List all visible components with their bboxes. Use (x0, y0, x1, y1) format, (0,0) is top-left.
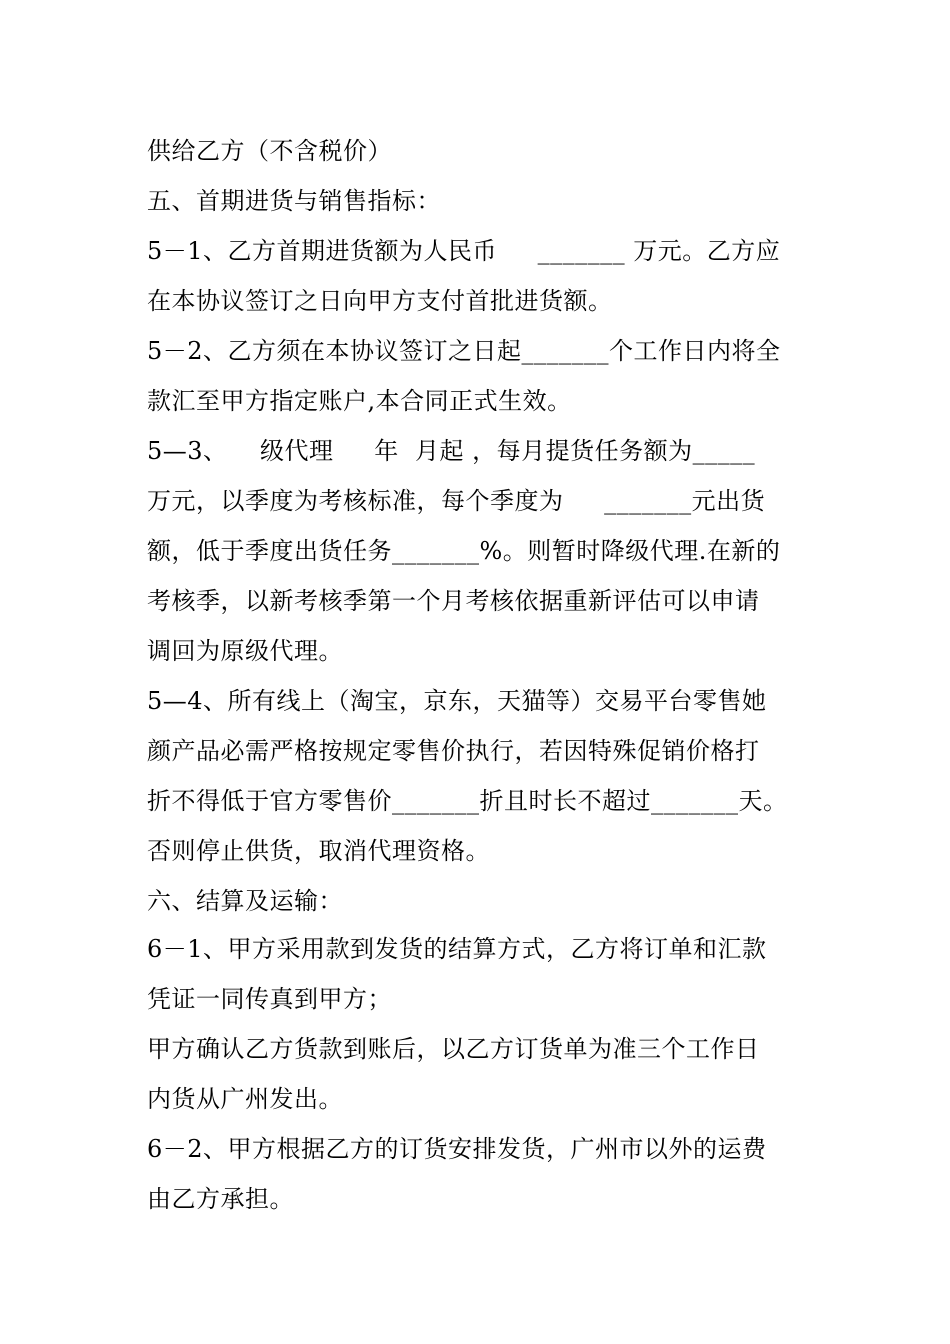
text-line: 凭证一同传真到甲方； (147, 985, 392, 1013)
text-line: 甲方确认乙方货款到账后，以乙方订货单为准三个工作日 (147, 1035, 760, 1063)
text-line: 5—3、 级代理 年 月起 ，每月提货任务额为_____ (147, 437, 756, 465)
text-line: 内货从广州发出。 (147, 1085, 343, 1113)
text-line: 否则停止供货，取消代理资格。 (147, 837, 490, 865)
text-line: 在本协议签订之日向甲方支付首批进货额。 (147, 287, 613, 315)
text-line: 5－1、乙方首期进货额为人民币 _______ 万元。乙方应 (147, 237, 781, 265)
text-line: 额，低于季度出货任务_______%。则暂时降级代理.在新的 (147, 537, 781, 565)
section-heading: 六、结算及运输： (147, 887, 343, 915)
text-line: 6－2、甲方根据乙方的订货安排发货，广州市以外的运费 (147, 1135, 767, 1163)
text-line: 调回为原级代理。 (147, 637, 343, 665)
text-line: 5－2、乙方须在本协议签订之日起_______个工作日内将全 (147, 337, 781, 365)
text-line: 5—4、所有线上（淘宝，京东，天猫等）交易平台零售她 (147, 687, 767, 715)
text-line: 折不得低于官方零售价_______折且时长不超过_______天。 (147, 787, 788, 815)
text-line: 款汇至甲方指定账户,本合同正式生效。 (147, 387, 572, 415)
text-line: 6－1、甲方采用款到发货的结算方式，乙方将订单和汇款 (147, 935, 767, 963)
section-heading: 五、首期进货与销售指标： (147, 187, 441, 215)
text-line: 供给乙方（不含税价） (147, 137, 392, 165)
text-line: 颜产品必需严格按规定零售价执行，若因特殊促销价格打 (147, 737, 760, 765)
text-line: 万元，以季度为考核标准，每个季度为 _______元出货 (147, 487, 766, 515)
text-line: 考核季，以新考核季第一个月考核依据重新评估可以申请 (147, 587, 760, 615)
text-line: 由乙方承担。 (147, 1185, 294, 1213)
